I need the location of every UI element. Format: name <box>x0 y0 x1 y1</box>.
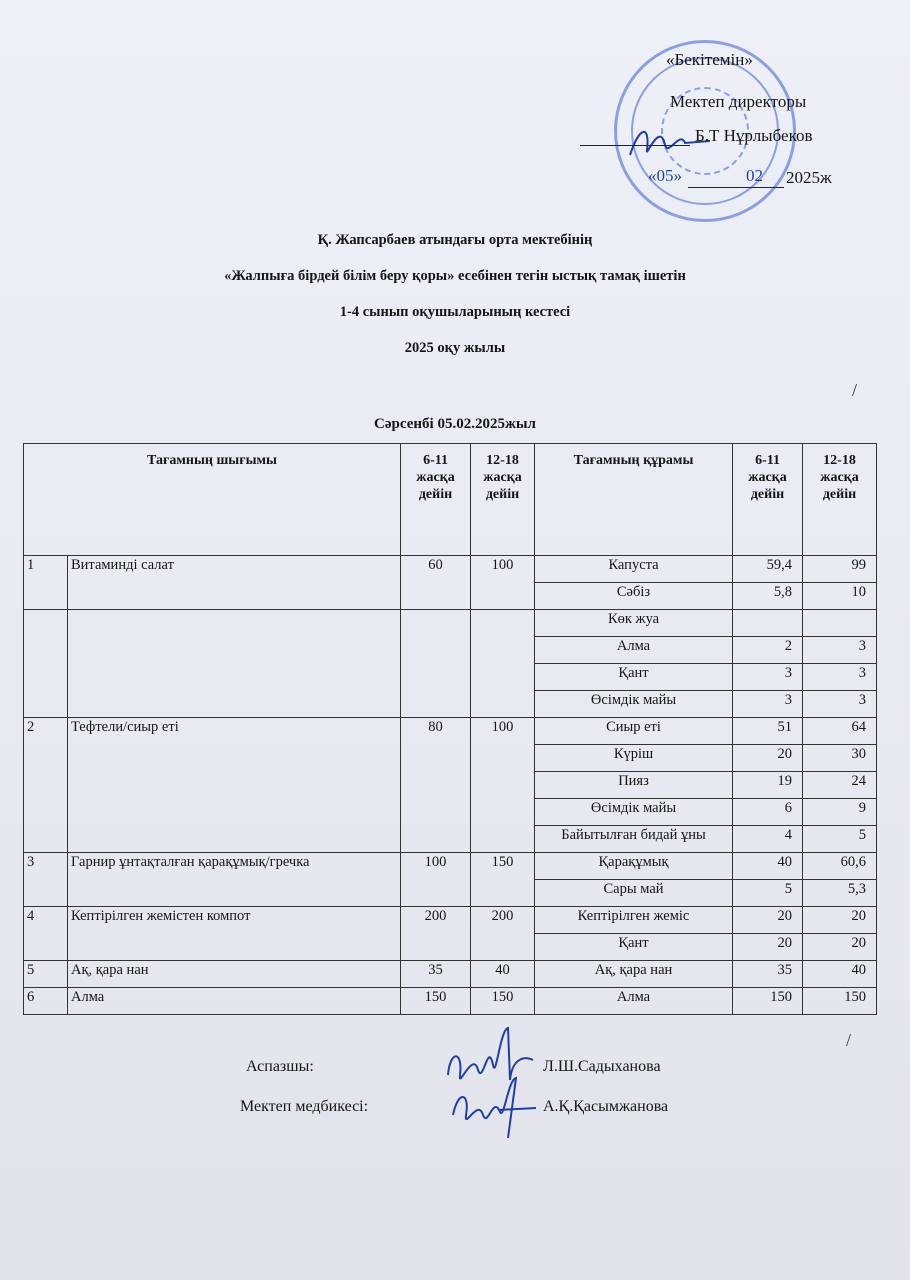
ingredient-amount-6-11: 19 <box>733 772 803 799</box>
header-age-6-11: 6-11 жасқа дейін <box>401 444 471 556</box>
heading-line-4: 2025 оқу жылы <box>404 340 506 356</box>
table-row <box>24 853 877 880</box>
ingredient-name: Пияз <box>535 772 733 799</box>
approval-position: Мектеп директоры <box>670 92 807 111</box>
empty-cell <box>401 610 471 718</box>
row-number: 3 <box>24 853 68 907</box>
ingredient-amount-12-18: 3 <box>803 637 877 664</box>
ingredient-amount-12-18: 5 <box>803 826 877 853</box>
ingredient-name: Байытылған бидай ұны <box>535 826 733 853</box>
ingredient-name: Өсімдік майы <box>535 799 733 826</box>
ingredient-name: Өсімдік майы <box>535 691 733 718</box>
empty-cell <box>471 610 535 718</box>
ingredient-amount-12-18: 99 <box>803 556 877 583</box>
ingredient-amount-6-11: 2 <box>733 637 803 664</box>
cook-label: Аспазшы: <box>246 1058 314 1075</box>
dish-amount: 80 <box>401 718 471 853</box>
date-line <box>688 187 784 188</box>
ingredient-amount-12-18: 24 <box>803 772 877 799</box>
ingredient-amount-6-11: 3 <box>733 664 803 691</box>
header-composition: Тағамның құрамы <box>535 444 733 556</box>
pen-mark: / <box>852 380 858 400</box>
ingredient-amount-12-18: 3 <box>803 691 877 718</box>
row-number: 1 <box>24 556 68 610</box>
ingredient-amount-6-11: 6 <box>733 799 803 826</box>
ingredient-amount-6-11: 35 <box>733 961 803 988</box>
table-row <box>24 610 877 637</box>
table-row <box>24 961 877 988</box>
header-age-6-11-b: 6-11 жасқа дейін <box>733 444 803 556</box>
ingredient-amount-6-11: 20 <box>733 934 803 961</box>
ingredient-name: Сары май <box>535 880 733 907</box>
ingredient-name: Сиыр еті <box>535 718 733 745</box>
dish-amount: 150 <box>401 988 471 1015</box>
director-name: Б.Т Нұрлыбеков <box>695 126 813 145</box>
approval-date-day: «05» <box>648 166 682 185</box>
ingredient-amount-6-11: 20 <box>733 745 803 772</box>
ingredient-amount-6-11: 5,8 <box>733 583 803 610</box>
table-row <box>24 988 877 1015</box>
dish-name: Кептірілген жемістен компот <box>68 907 401 961</box>
ingredient-amount-6-11: 40 <box>733 853 803 880</box>
header-age-12-18: 12-18 жасқа дейін <box>471 444 535 556</box>
menu-table <box>23 443 877 1015</box>
approval-date-month: 02 <box>746 166 763 185</box>
row-number: 6 <box>24 988 68 1015</box>
dish-amount: 40 <box>471 961 535 988</box>
heading-line-2: «Жалпыға бірдей білім беру қоры» есебінен тегін ыстық тамақ ішетін <box>224 268 686 284</box>
row-number: 2 <box>24 718 68 853</box>
header-age-12-18-b: 12-18 жасқа дейін <box>803 444 877 556</box>
ingredient-amount-12-18: 10 <box>803 583 877 610</box>
dish-name: Тефтели/сиыр еті <box>68 718 401 853</box>
dish-amount: 100 <box>471 718 535 853</box>
table-row <box>24 907 877 934</box>
nurse-name: А.Қ.Қасымжанова <box>543 1098 669 1115</box>
ingredient-name: Сәбіз <box>535 583 733 610</box>
ingredient-amount-6-11: 20 <box>733 907 803 934</box>
dish-name: Гарнир ұнтақталған қарақұмық/гречка <box>68 853 401 907</box>
ingredient-amount-6-11: 3 <box>733 691 803 718</box>
signature-line <box>580 145 690 146</box>
ingredient-name: Көк жуа <box>535 610 733 637</box>
ingredient-amount-6-11 <box>733 610 803 637</box>
ingredient-amount-12-18: 30 <box>803 745 877 772</box>
ingredient-name: Ақ, қара нан <box>535 961 733 988</box>
table-row <box>24 718 877 745</box>
dish-name: Ақ, қара нан <box>68 961 401 988</box>
ingredient-name: Қарақұмық <box>535 853 733 880</box>
dish-amount: 200 <box>401 907 471 961</box>
ingredient-amount-12-18: 9 <box>803 799 877 826</box>
ingredient-amount-6-11: 59,4 <box>733 556 803 583</box>
ingredient-amount-12-18: 5,3 <box>803 880 877 907</box>
ingredient-name: Қант <box>535 664 733 691</box>
heading-line-1: Қ. Жапсарбаев атындағы орта мектебінің <box>317 232 593 248</box>
ingredient-name: Қант <box>535 934 733 961</box>
header-dish-output: Тағамның шығымы <box>24 444 401 556</box>
nurse-label: Мектеп медбикесі: <box>240 1098 369 1115</box>
ingredient-amount-12-18: 3 <box>803 664 877 691</box>
empty-cell <box>68 610 401 718</box>
ingredient-amount-12-18: 20 <box>803 934 877 961</box>
ingredient-amount-6-11: 51 <box>733 718 803 745</box>
ingredient-amount-12-18: 150 <box>803 988 877 1015</box>
dish-amount: 150 <box>471 853 535 907</box>
cook-name: Л.Ш.Садыханова <box>543 1058 661 1075</box>
ingredient-amount-12-18: 64 <box>803 718 877 745</box>
row-number: 5 <box>24 961 68 988</box>
ingredient-amount-12-18: 20 <box>803 907 877 934</box>
ingredient-name: Кептірілген жеміс <box>535 907 733 934</box>
ingredient-amount-12-18: 40 <box>803 961 877 988</box>
staff-signatures <box>438 1020 538 1145</box>
row-number: 4 <box>24 907 68 961</box>
empty-cell <box>24 610 68 718</box>
approval-title: «Бекітемін» <box>666 50 753 69</box>
dish-amount: 200 <box>471 907 535 961</box>
ingredient-amount-6-11: 4 <box>733 826 803 853</box>
heading-line-3: 1-4 сынып оқушыларының кестесі <box>339 304 571 320</box>
dish-amount: 60 <box>401 556 471 610</box>
pen-mark-2: / <box>846 1030 852 1050</box>
table-row <box>24 556 877 583</box>
dish-amount: 35 <box>401 961 471 988</box>
dish-amount: 100 <box>471 556 535 610</box>
dish-name: Витаминді салат <box>68 556 401 610</box>
ingredient-name: Алма <box>535 988 733 1015</box>
day-label: Сәрсенбі 05.02.2025жыл <box>374 416 536 432</box>
dish-name: Алма <box>68 988 401 1015</box>
dish-amount: 100 <box>401 853 471 907</box>
ingredient-name: Күріш <box>535 745 733 772</box>
approval-date-year: 2025ж <box>786 168 832 187</box>
ingredient-amount-6-11: 5 <box>733 880 803 907</box>
ingredient-amount-12-18 <box>803 610 877 637</box>
ingredient-name: Капуста <box>535 556 733 583</box>
ingredient-name: Алма <box>535 637 733 664</box>
ingredient-amount-6-11: 150 <box>733 988 803 1015</box>
ingredient-amount-12-18: 60,6 <box>803 853 877 880</box>
dish-amount: 150 <box>471 988 535 1015</box>
